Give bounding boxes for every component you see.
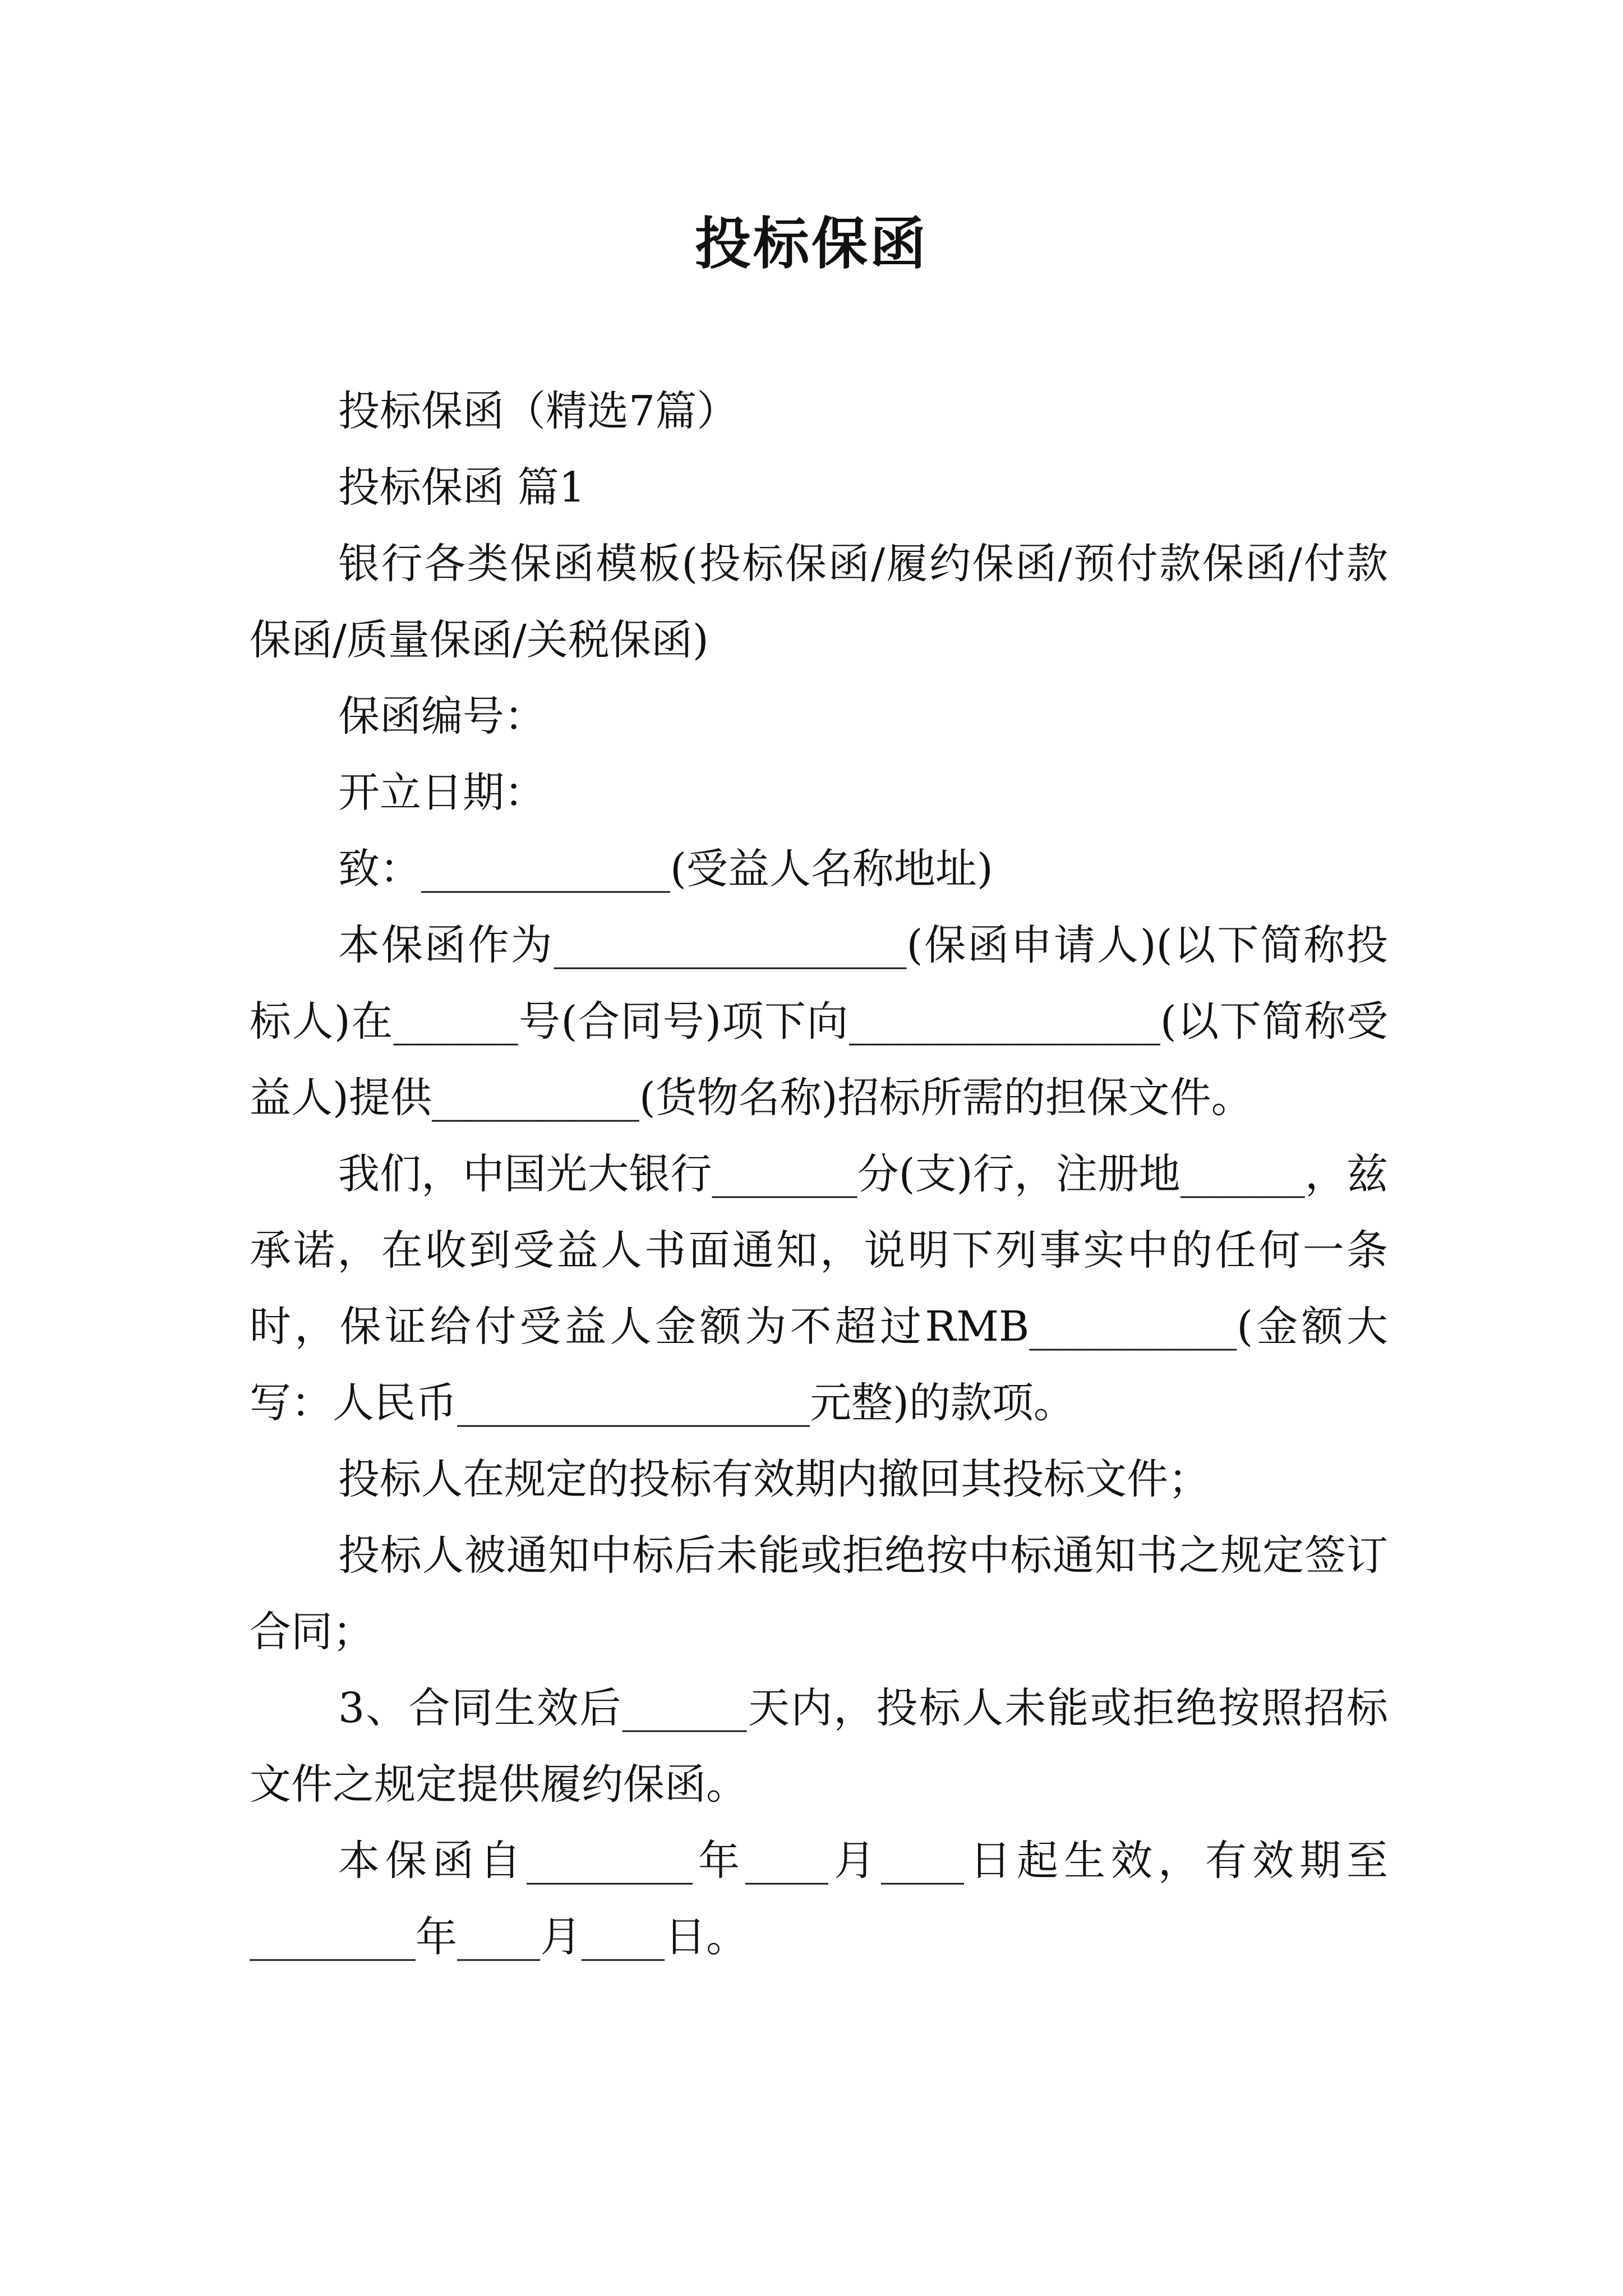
paragraph-section-heading: 投标保函 篇1 xyxy=(338,463,585,512)
paragraph-addressee: 致：____________(受益人名称地址) xyxy=(338,845,993,893)
paragraph-issue-date: 开立日期： xyxy=(338,769,546,817)
paragraph-condition-performance: 3、合同生效后______天内，投标人未能或拒绝按照招标文件之规定提供履约保函。 xyxy=(250,1684,1388,1809)
paragraph-bank-undertaking: 我们，中国光大银行_______分(支)行，注册地______，兹承诺，在收到受益人书面通知，说明下列事实中的任何一条时，保证给付受益人金额为不超过RMB__________(金额大写：人民币_________________元整)的款项。 xyxy=(250,1150,1388,1427)
document-title: 投标保函 xyxy=(695,211,928,277)
paragraph-subtitle: 投标保函（精选7篇） xyxy=(338,387,739,435)
paragraph-applicant: 本保函作为_________________(保函申请人)(以下简称投标人)在______号(合同号)项下向_______________(以下简称受益人)提供__________(货物名称)招标所需的担保文件。 xyxy=(250,921,1388,1122)
document-body xyxy=(250,373,1388,1975)
paragraph-condition-contract: 投标人被通知中标后未能或拒绝按中标通知书之规定签订合同； xyxy=(250,1531,1388,1656)
paragraph-guarantee-number: 保函编号： xyxy=(338,692,546,740)
paragraph-template-list: 银行各类保函模板(投标保函/履约保函/预付款保函/付款保函/质量保函/关税保函) xyxy=(250,540,1388,664)
paragraph-condition-withdraw: 投标人在规定的投标有效期内撤回其投标文件； xyxy=(338,1455,1210,1503)
paragraph-validity: 本保函自________年____月____日起生效，有效期至________年____月____日。 xyxy=(250,1837,1388,1961)
